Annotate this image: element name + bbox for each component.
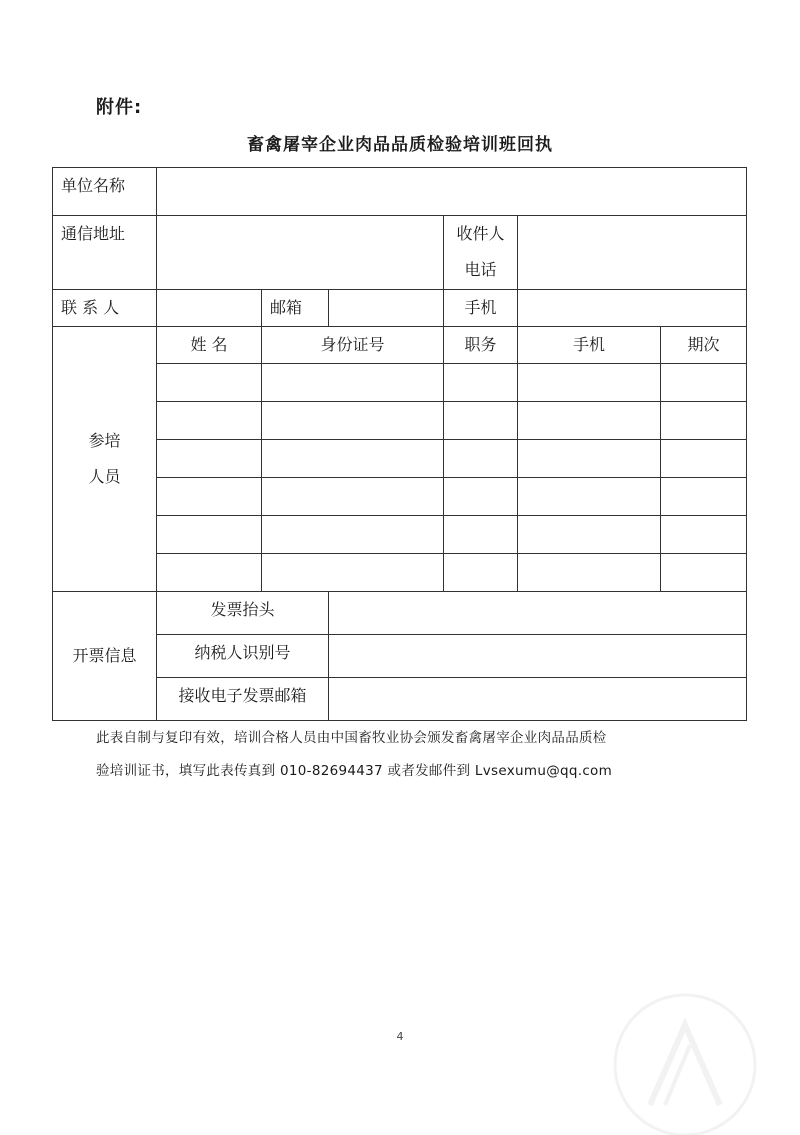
trainee-session-cell[interactable] (661, 402, 747, 440)
contact-field[interactable] (157, 290, 262, 327)
contact-label: 联 系 人 (53, 290, 157, 327)
trainee-name-cell[interactable] (157, 364, 262, 402)
trainee-position-cell[interactable] (444, 478, 518, 516)
trainee-mobile-cell[interactable] (518, 402, 661, 440)
table-row (53, 554, 747, 592)
trainees-label-line1: 参培 (88, 431, 121, 450)
invoice-title-field[interactable] (329, 592, 747, 635)
page-title: 畜禽屠宰企业肉品品质检验培训班回执 (247, 135, 553, 155)
address-label: 通信地址 (53, 216, 157, 290)
trainee-mobile-cell[interactable] (518, 364, 661, 402)
trainee-session-cell[interactable] (661, 440, 747, 478)
table-row (53, 478, 747, 516)
table-row (53, 364, 747, 402)
trainee-mobile-cell[interactable] (518, 516, 661, 554)
trainee-name-cell[interactable] (157, 402, 262, 440)
trainee-session-cell[interactable] (661, 516, 747, 554)
trainee-name-cell[interactable] (157, 440, 262, 478)
row-contact (53, 290, 747, 327)
trainee-id-cell[interactable] (262, 478, 444, 516)
trainee-position-cell[interactable] (444, 364, 518, 402)
trainee-mobile-cell[interactable] (518, 554, 661, 592)
recipient-phone-label (444, 216, 518, 290)
invoice-email-label: 接收电子发票邮箱 (157, 678, 329, 721)
footnote-line2: 验培训证书，填写此表传真到 010-82694437 或者发邮件到 Lvsexumu@qq.com (96, 763, 613, 779)
trainee-position-cell[interactable] (444, 516, 518, 554)
row-invoice-email (53, 678, 747, 721)
col-mobile-header: 手机 (518, 327, 661, 364)
row-taxpayer-id (53, 635, 747, 678)
attachment-label: 附件: (96, 97, 143, 118)
taxpayer-id-label: 纳税人识别号 (157, 635, 329, 678)
col-name-header: 姓 名 (157, 327, 262, 364)
postcode-field[interactable] (329, 290, 444, 327)
row-trainee-headers (53, 327, 747, 364)
registration-form (52, 167, 747, 721)
trainee-id-cell[interactable] (262, 554, 444, 592)
postcode-label: 邮箱 (262, 290, 329, 327)
trainee-session-cell[interactable] (661, 364, 747, 402)
col-id-header: 身份证号 (262, 327, 444, 364)
page-number: 4 (396, 1030, 404, 1043)
trainee-session-cell[interactable] (661, 554, 747, 592)
col-position-header: 职务 (444, 327, 518, 364)
row-address (53, 216, 747, 290)
trainee-id-cell[interactable] (262, 516, 444, 554)
invoice-label: 开票信息 (53, 592, 157, 721)
trainees-label-line2: 人员 (88, 467, 121, 486)
invoice-email-field[interactable] (329, 678, 747, 721)
phone-label: 电话 (464, 260, 497, 279)
trainee-mobile-cell[interactable] (518, 478, 661, 516)
recipient-phone-field[interactable] (518, 216, 747, 290)
col-session-header: 期次 (661, 327, 747, 364)
trainee-session-cell[interactable] (661, 478, 747, 516)
trainee-id-cell[interactable] (262, 402, 444, 440)
address-field[interactable] (157, 216, 444, 290)
footnote (96, 722, 736, 788)
row-invoice-title (53, 592, 747, 635)
trainee-name-cell[interactable] (157, 478, 262, 516)
trainee-position-cell[interactable] (444, 554, 518, 592)
invoice-title-label: 发票抬头 (157, 592, 329, 635)
taxpayer-id-field[interactable] (329, 635, 747, 678)
trainee-position-cell[interactable] (444, 402, 518, 440)
table-row (53, 440, 747, 478)
trainee-mobile-cell[interactable] (518, 440, 661, 478)
recipient-label: 收件人 (456, 224, 505, 243)
table-row (53, 402, 747, 440)
table-row (53, 516, 747, 554)
row-unit-name (53, 168, 747, 216)
trainees-label (53, 327, 157, 592)
trainee-name-cell[interactable] (157, 516, 262, 554)
trainee-position-cell[interactable] (444, 440, 518, 478)
trainee-id-cell[interactable] (262, 364, 444, 402)
footnote-line1: 此表自制与复印有效，培训合格人员由中国畜牧业协会颁发畜禽屠宰企业肉品品质检 (96, 730, 607, 746)
trainee-id-cell[interactable] (262, 440, 444, 478)
unit-name-label: 单位名称 (53, 168, 157, 216)
trainee-name-cell[interactable] (157, 554, 262, 592)
mobile-label: 手机 (444, 290, 518, 327)
mobile-field[interactable] (518, 290, 747, 327)
watermark-logo-icon (590, 985, 760, 1135)
unit-name-field[interactable] (157, 168, 747, 216)
